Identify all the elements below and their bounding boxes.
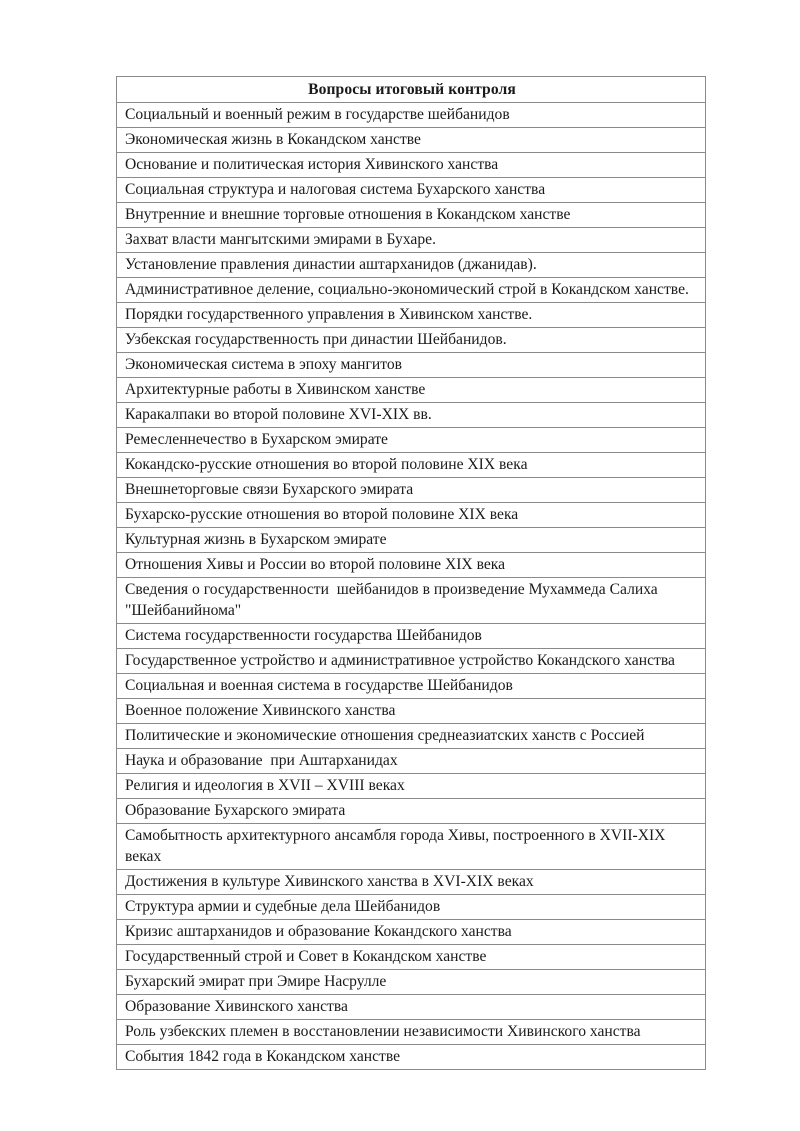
- table-row: [117, 503, 706, 528]
- table-header-row: [117, 77, 706, 103]
- questions-table-head: [117, 77, 706, 103]
- table-row: [117, 870, 706, 895]
- table-row: [117, 178, 706, 203]
- question-cell: Сведения о государственности шейбанидов в произведение Мухаммеда Салиха "Шейбанийнома": [117, 578, 706, 624]
- question-cell: Порядки государственного управления в Хивинском ханстве.: [117, 303, 706, 328]
- question-cell: Бухарско-русские отношения во второй половине XIX века: [117, 503, 706, 528]
- question-cell: Культурная жизнь в Бухарском эмирате: [117, 528, 706, 553]
- table-row: [117, 674, 706, 699]
- table-header-title: Вопросы итоговый контроля: [117, 77, 706, 103]
- table-row: [117, 403, 706, 428]
- table-row: [117, 699, 706, 724]
- question-cell: Установление правления династии аштарханидов (джанидав).: [117, 253, 706, 278]
- question-cell: Экономическая система в эпоху мангитов: [117, 353, 706, 378]
- question-cell: Образование Хивинского ханства: [117, 995, 706, 1020]
- table-row: [117, 970, 706, 995]
- table-row: [117, 228, 706, 253]
- questions-table: [116, 76, 706, 1070]
- table-row: [117, 428, 706, 453]
- question-cell: Ремесленнечество в Бухарском эмирате: [117, 428, 706, 453]
- question-cell: Социальная и военная система в государстве Шейбанидов: [117, 674, 706, 699]
- question-cell: Система государственности государства Шейбанидов: [117, 624, 706, 649]
- question-cell: Социальный и военный режим в государстве шейбанидов: [117, 103, 706, 128]
- table-row: [117, 478, 706, 503]
- question-cell: Государственный строй и Совет в Кокандском ханстве: [117, 945, 706, 970]
- question-cell: Административное деление, социально-экономический строй в Кокандском ханстве.: [117, 278, 706, 303]
- question-cell: Достижения в культуре Хивинского ханства в XVI-XIX веках: [117, 870, 706, 895]
- table-row: [117, 724, 706, 749]
- question-cell: Экономическая жизнь в Кокандском ханстве: [117, 128, 706, 153]
- question-cell: Отношения Хивы и России во второй половине XIX века: [117, 553, 706, 578]
- table-row: [117, 528, 706, 553]
- table-row: [117, 649, 706, 674]
- table-row: [117, 1020, 706, 1045]
- table-row: [117, 328, 706, 353]
- question-cell: Военное положение Хивинского ханства: [117, 699, 706, 724]
- table-row: [117, 774, 706, 799]
- table-row: [117, 253, 706, 278]
- question-cell: Внешнеторговые связи Бухарского эмирата: [117, 478, 706, 503]
- question-cell: Каракалпаки во второй половине XVI-XIX вв.: [117, 403, 706, 428]
- table-row: [117, 920, 706, 945]
- question-cell: События 1842 года в Кокандском ханстве: [117, 1045, 706, 1070]
- table-row: [117, 103, 706, 128]
- question-cell: Самобытность архитектурного ансамбля города Хивы, построенного в XVII-XIX веках: [117, 824, 706, 870]
- question-cell: Образование Бухарского эмирата: [117, 799, 706, 824]
- question-cell: Государственное устройство и административное устройство Кокандского ханства: [117, 649, 706, 674]
- table-row: [117, 553, 706, 578]
- table-row: [117, 799, 706, 824]
- questions-table-wrapper: [116, 76, 706, 1070]
- question-cell: Основание и политическая история Хивинского ханства: [117, 153, 706, 178]
- question-cell: Роль узбекских племен в восстановлении независимости Хивинского ханства: [117, 1020, 706, 1045]
- question-cell: Бухарский эмират при Эмире Насрулле: [117, 970, 706, 995]
- question-cell: Узбекская государственность при династии Шейбанидов.: [117, 328, 706, 353]
- table-row: [117, 945, 706, 970]
- question-cell: Внутренние и внешние торговые отношения в Кокандском ханстве: [117, 203, 706, 228]
- table-row: [117, 895, 706, 920]
- table-row: [117, 824, 706, 870]
- table-row: [117, 303, 706, 328]
- table-row: [117, 278, 706, 303]
- question-cell: Архитектурные работы в Хивинском ханстве: [117, 378, 706, 403]
- table-row: [117, 378, 706, 403]
- table-row: [117, 153, 706, 178]
- question-cell: Кокандско-русские отношения во второй половине XIX века: [117, 453, 706, 478]
- question-cell: Наука и образование при Аштарханидах: [117, 749, 706, 774]
- question-cell: Политические и экономические отношения среднеазиатских ханств с Россией: [117, 724, 706, 749]
- table-row: [117, 353, 706, 378]
- table-row: [117, 624, 706, 649]
- table-row: [117, 578, 706, 624]
- table-row: [117, 995, 706, 1020]
- table-row: [117, 749, 706, 774]
- question-cell: Религия и идеология в XVII – XVIII веках: [117, 774, 706, 799]
- table-row: [117, 128, 706, 153]
- table-row: [117, 1045, 706, 1070]
- question-cell: Структура армии и судебные дела Шейбанидов: [117, 895, 706, 920]
- question-cell: Социальная структура и налоговая система Бухарского ханства: [117, 178, 706, 203]
- table-row: [117, 203, 706, 228]
- question-cell: Кризис аштарханидов и образование Кокандского ханства: [117, 920, 706, 945]
- table-row: [117, 453, 706, 478]
- question-cell: Захват власти мангытскими эмирами в Бухаре.: [117, 228, 706, 253]
- questions-table-body: [117, 103, 706, 1070]
